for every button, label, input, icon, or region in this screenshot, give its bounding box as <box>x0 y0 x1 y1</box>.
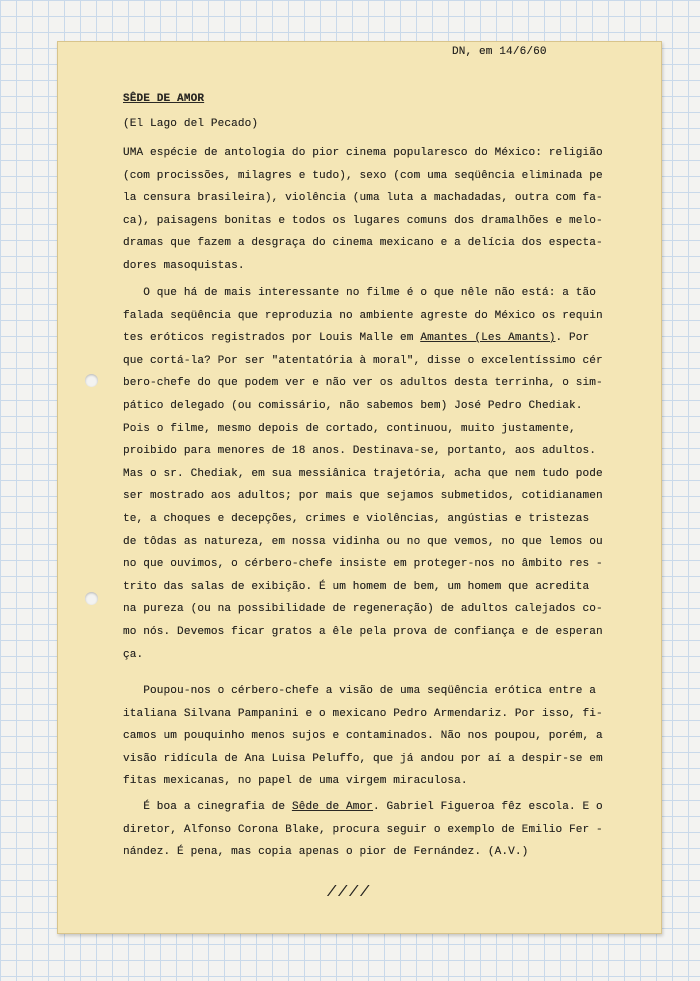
body-line <box>123 554 603 574</box>
body-line <box>123 749 603 769</box>
line-text: que cortá-la? Por ser "atentatória à moral", disse o excelentíssimo cér <box>123 354 603 367</box>
body-line <box>123 233 603 253</box>
line-text: É boa a cinegrafia de <box>123 801 292 813</box>
line-text: (com procissões, milagres e tudo), sexo (com uma seqüência eliminada pe <box>123 169 603 182</box>
closing-mark: //// <box>327 884 372 901</box>
line-text: ca), paisagens bonitas e todos os lugares comuns dos dramalhões e melo- <box>123 214 603 227</box>
body-line <box>123 681 596 701</box>
body-line <box>123 166 603 186</box>
line-text: de tôdas as natureza, em nossa vidinha ou no que vemos, no que lemos ou <box>123 535 603 548</box>
body-line <box>123 188 603 208</box>
line-text: trito das salas de exibição. É um homem de bem, um homem que acredita <box>123 580 590 593</box>
body-line <box>123 419 576 439</box>
date-header: DN, em 14/6/60 <box>452 46 547 58</box>
body-line <box>123 577 589 597</box>
body-line <box>123 797 603 817</box>
line-text: falada seqüência que reproduzia no ambiente agreste do México os requin <box>123 309 603 322</box>
body-line <box>123 726 603 746</box>
body-line <box>123 351 603 371</box>
line-text: te, a choques e decepções, crimes e violências, angústias e tristezas <box>123 513 590 525</box>
line-text: Pois o filme, mesmo depois de cortado, continuou, muito justamente, <box>123 422 576 435</box>
line-text: mo nós. Devemos ficar gratos a êle pela prova de confiança e de esperan <box>123 626 603 638</box>
typed-sheet <box>57 41 662 934</box>
line-text: dores masoquistas. <box>123 260 245 272</box>
line-text: ça. <box>123 648 144 661</box>
body-line <box>123 771 468 791</box>
line-text: italiana Silvana Pampanini e o mexicano Pedro Armendariz. Por isso, fi- <box>123 707 603 720</box>
line-text: la censura brasileira), violência (uma luta a machadadas, outra com fa- <box>123 192 603 205</box>
line-text: pático delegado (ou comissário, não sabemos bem) José Pedro Chediak. <box>123 400 583 412</box>
line-text: O que há de mais interessante no filme é o que nêle não está: a tão <box>123 287 597 299</box>
underlined-film-title: Amantes (Les Amants) <box>420 332 556 345</box>
article-title: SÊDE DE AMOR <box>123 93 205 105</box>
body-line <box>123 820 603 840</box>
line-text: proibido para menores de 18 anos. Destinava-se, portanto, aos adultos. <box>123 445 597 458</box>
body-line <box>123 704 603 724</box>
line-text: bero-chefe do que podem ver e não ver os adultos desta terrinha, o sim- <box>123 377 603 390</box>
article-subtitle: (El Lago del Pecado) <box>123 118 259 130</box>
typed-text-area <box>57 41 662 934</box>
line-text: no que ouvimos, o cérbero-chefe insiste em proteger-nos no âmbito res - <box>123 558 603 571</box>
body-line <box>123 328 589 348</box>
body-line <box>123 622 603 642</box>
line-text: visão ridícula de Ana Luisa Peluffo, que já andou por aí a despir-se em <box>123 752 603 765</box>
line-text: tes eróticos registrados por Louis Malle em <box>123 332 421 345</box>
line-text: Poupou-nos o cérbero-chefe a visão de uma seqüência erótica entre a <box>123 685 597 697</box>
body-line <box>123 143 603 163</box>
body-line <box>123 645 143 665</box>
line-text: nández. É pena, mas copia apenas o pior de Fernández. (A.V.) <box>123 846 529 859</box>
body-line <box>123 373 603 393</box>
line-text: fitas mexicanas, no papel de uma virgem miraculosa. <box>123 775 468 788</box>
body-line <box>123 464 603 484</box>
body-line <box>123 599 603 619</box>
body-line <box>123 441 596 461</box>
body-line <box>123 306 603 326</box>
body-line <box>123 532 603 552</box>
line-text: . Por <box>555 332 590 345</box>
body-line <box>123 842 528 862</box>
body-line <box>123 396 583 416</box>
body-line <box>123 211 603 231</box>
body-line <box>123 486 603 506</box>
body-line <box>123 256 245 276</box>
line-text: ser mostrado aos adultos; por mais que sejamos submetidos, cotidianamen <box>123 490 603 503</box>
line-text: na pureza (ou na possibilidade de regeneração) de adultos calejados co- <box>123 603 603 616</box>
line-text: . Gabriel Figueroa fêz escola. E o <box>373 801 603 813</box>
line-text: diretor, Alfonso Corona Blake, procura seguir o exemplo de Emilio Fer - <box>123 823 603 836</box>
line-text: camos um pouquinho menos sujos e contaminados. Não nos poupou, porém, a <box>123 730 603 743</box>
body-line <box>123 283 596 303</box>
line-text: UMA espécie de antologia do pior cinema popularesco do México: religião <box>123 147 603 159</box>
line-text: dramas que fazem a desgraça do cinema mexicano e a delícia dos especta- <box>123 237 603 250</box>
underlined-film-title: Sêde de Amor <box>291 801 374 813</box>
line-text: Mas o sr. Chediak, em sua messiânica trajetória, acha que nem tudo pode <box>123 467 603 480</box>
body-line <box>123 509 589 529</box>
